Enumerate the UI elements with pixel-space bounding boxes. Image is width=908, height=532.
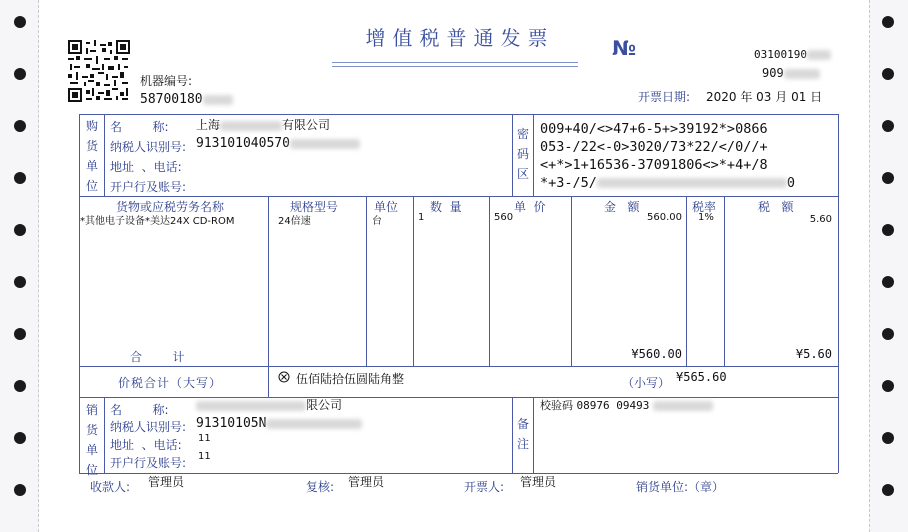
item-rate: 1% bbox=[698, 212, 714, 223]
buyer-address-label: 地址 、电话: bbox=[110, 160, 182, 174]
grand-total-words: 伍佰陆拾伍圆陆角整 bbox=[296, 372, 405, 386]
buyer-tax-id: 913101040570 bbox=[196, 136, 360, 151]
frame-line bbox=[571, 196, 572, 366]
frame-line bbox=[533, 114, 534, 196]
item-amount: 560.00 bbox=[647, 212, 682, 223]
item-price: 560 bbox=[494, 212, 514, 223]
title-underline bbox=[332, 62, 578, 63]
check-code: 校验码 08976 09493 bbox=[540, 397, 713, 413]
circle-x-icon bbox=[278, 371, 290, 383]
buyer-tax-id-label: 纳税人识别号: bbox=[110, 140, 187, 154]
feed-hole bbox=[14, 276, 26, 288]
frame-right bbox=[838, 114, 839, 473]
machine-number-label: 机器编号: bbox=[140, 74, 193, 88]
feed-hole bbox=[14, 432, 26, 444]
item-spec: 24倍速 bbox=[278, 216, 311, 227]
item-goods: *其他电子设备*美达24X CD-ROM bbox=[80, 216, 235, 227]
buyer-name: 上海 有限公司 bbox=[196, 118, 331, 132]
seller-name-label: 名 称: bbox=[110, 403, 169, 417]
frame-line bbox=[724, 196, 725, 366]
feed-hole bbox=[882, 380, 894, 392]
col-spec-header: 规格型号 bbox=[290, 200, 339, 214]
feed-hole bbox=[14, 328, 26, 340]
drawer: 管理员 bbox=[520, 475, 557, 489]
frame-line bbox=[79, 397, 838, 398]
total-amount: ¥560.00 bbox=[631, 347, 682, 361]
seller-bank-label: 开户行及账号: bbox=[110, 456, 187, 470]
seller-tax-id: 91310105N bbox=[196, 416, 362, 431]
remarks-side-label: 备注 bbox=[516, 417, 529, 451]
total-label: 合 计 bbox=[130, 350, 185, 364]
feed-hole bbox=[882, 172, 894, 184]
feed-hole bbox=[14, 120, 26, 132]
feed-hole bbox=[882, 68, 894, 80]
frame-bottom bbox=[79, 473, 838, 474]
col-rate-header: 税率 bbox=[692, 200, 717, 214]
invoice-title: 增值税普通发票 bbox=[365, 26, 555, 50]
frame-line bbox=[686, 196, 687, 366]
buyer-side-label: 购货单位 bbox=[85, 119, 98, 193]
seller-bank: 11 bbox=[198, 451, 211, 462]
feed-hole bbox=[882, 484, 894, 496]
payee: 管理员 bbox=[148, 475, 185, 489]
col-tax-header: 税 额 bbox=[758, 200, 794, 214]
col-price-header: 单 价 bbox=[514, 200, 546, 214]
grand-total-small-label: （小写） bbox=[622, 376, 671, 390]
payee-label: 收款人: bbox=[90, 480, 131, 494]
issue-date-label: 开票日期: bbox=[638, 90, 691, 104]
feed-hole bbox=[882, 276, 894, 288]
feed-hole bbox=[14, 172, 26, 184]
col-amount-header: 金 额 bbox=[604, 200, 640, 214]
feed-hole bbox=[882, 224, 894, 236]
grand-total-label: 价税合计（大写） bbox=[118, 376, 223, 390]
item-unit: 台 bbox=[372, 216, 382, 227]
frame-line bbox=[79, 366, 838, 367]
machine-number: 58700180 bbox=[140, 92, 233, 107]
frame-line bbox=[533, 397, 534, 473]
issue-date: 2020 年 03 月 01 日 bbox=[706, 90, 823, 104]
qr-code-icon bbox=[68, 40, 130, 102]
seller-side-label: 销货单位 bbox=[85, 403, 98, 477]
reviewer: 管理员 bbox=[348, 475, 385, 489]
invoice-number: 909 bbox=[762, 66, 820, 80]
feed-hole bbox=[882, 432, 894, 444]
seller-name: 限公司 bbox=[196, 396, 342, 413]
frame-top bbox=[79, 114, 838, 115]
total-tax: ¥5.60 bbox=[795, 347, 832, 361]
left-feed-strip bbox=[0, 0, 39, 532]
col-qty-header: 数 量 bbox=[430, 200, 462, 214]
frame-line bbox=[512, 114, 513, 196]
frame-left bbox=[79, 114, 80, 473]
cipher-side-label: 密码区 bbox=[516, 127, 529, 181]
frame-line bbox=[104, 114, 105, 196]
item-qty: 1 bbox=[418, 212, 425, 223]
seller-address-label: 地址 、电话: bbox=[110, 438, 182, 452]
feed-hole bbox=[14, 380, 26, 392]
frame-line bbox=[268, 196, 269, 397]
frame-line bbox=[413, 196, 414, 366]
cipher-text: 009+40/<>47+6-5+>39192*>0866 053-/22<-0>3020/73*22/</0//+ <+*>1+16536-37091806<>*+4+/8 *+3-/5/ 0 bbox=[540, 121, 796, 191]
feed-hole bbox=[14, 224, 26, 236]
col-unit-header: 单位 bbox=[374, 200, 399, 214]
seller-tax-id-label: 纳税人识别号: bbox=[110, 420, 187, 434]
drawer-label: 开票人: bbox=[464, 480, 505, 494]
col-goods-header: 货物或应税劳务名称 bbox=[116, 200, 225, 214]
number-symbol: № bbox=[612, 36, 637, 60]
reviewer-label: 复核: bbox=[306, 480, 335, 494]
seller-address: 11 bbox=[198, 433, 211, 444]
title-underline bbox=[332, 66, 578, 67]
frame-line bbox=[489, 196, 490, 366]
feed-hole bbox=[882, 328, 894, 340]
buyer-name-label: 名 称: bbox=[110, 120, 169, 134]
feed-hole bbox=[882, 120, 894, 132]
frame-line bbox=[512, 397, 513, 473]
item-tax: 5.60 bbox=[809, 214, 832, 225]
grand-total-small-value: ¥565.60 bbox=[676, 370, 727, 384]
right-feed-strip bbox=[869, 0, 908, 532]
feed-hole bbox=[14, 68, 26, 80]
feed-hole bbox=[14, 16, 26, 28]
frame-line bbox=[104, 397, 105, 473]
feed-hole bbox=[14, 484, 26, 496]
feed-hole bbox=[882, 16, 894, 28]
invoice-code: 03100190 bbox=[754, 48, 831, 61]
seller-seal: 销货单位:（章） bbox=[636, 480, 725, 494]
frame-line bbox=[366, 196, 367, 366]
buyer-bank-label: 开户行及账号: bbox=[110, 180, 187, 194]
